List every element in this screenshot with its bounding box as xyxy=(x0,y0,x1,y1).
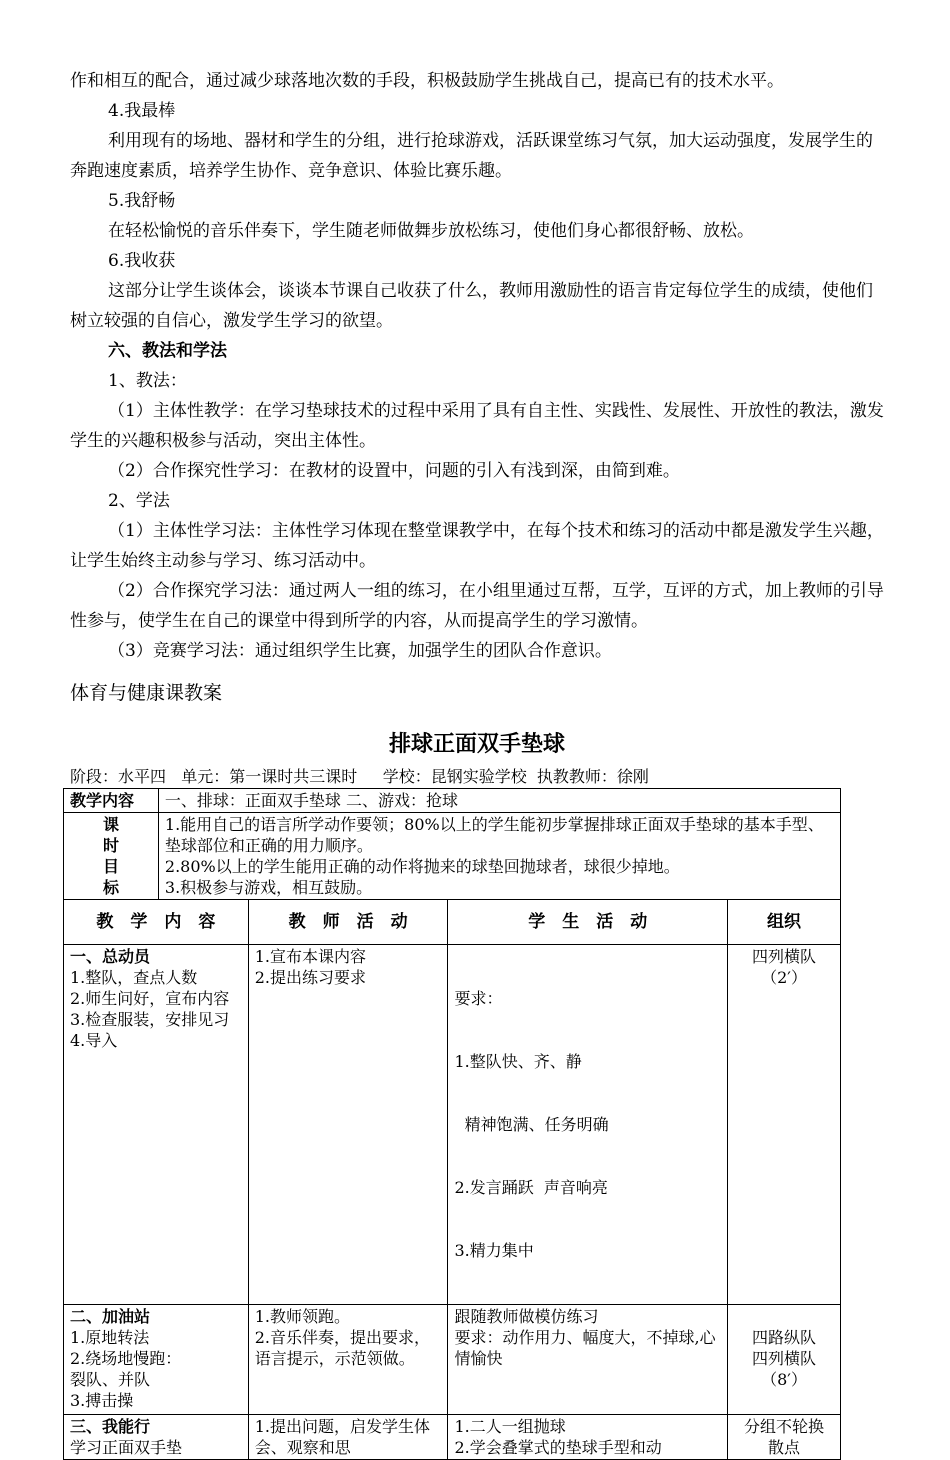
subheading: 5.我舒畅 xyxy=(108,191,176,211)
paragraph: 这部分让学生谈体会，谈谈本节课自己收获了什么，教师用激励性的语言肯定每位学生的成绩，使他们树立较强的自信心，激发学生学习的欲望。 xyxy=(70,281,873,331)
table-row xyxy=(64,1415,841,1460)
objective-item: 2.80%以上的学生能用正确的动作将抛来的球垫回抛球者，球很少掉地。 xyxy=(164,857,680,876)
lesson-plan-table xyxy=(63,788,841,1460)
teacher-cell: 1.宣布本课内容 2.提出练习要求 xyxy=(248,945,448,1305)
subheading: 4.我最棒 xyxy=(108,101,176,121)
paragraph: （2）合作探究性学习：在教材的设置中，问题的引入有浅到深，由简到难。 xyxy=(108,461,680,481)
objective-item: 3.积极参与游戏，相互鼓励。 xyxy=(164,878,373,897)
paragraph: 作和相互的配合，通过减少球落地次数的手段，积极鼓励学生挑战自己，提高已有的技术水平。 xyxy=(70,71,784,91)
column-header: 教 学 内 容 xyxy=(64,900,249,945)
objectives-label: 课 时 目 标 xyxy=(64,813,159,900)
document-title: 体育与健康课教案 xyxy=(70,682,223,704)
student-cell: 跟随教师做模仿练习 要求：动作用力、幅度大，不掉球,心情愉快 xyxy=(448,1305,728,1415)
organization-cell: 四路纵队 四列横队 （8′） xyxy=(728,1305,841,1415)
teacher-cell: 1.教师领跑。 2.音乐伴奏，提出要求，语言提示，示范领做。 xyxy=(248,1305,448,1415)
column-header: 教 师 活 动 xyxy=(248,900,448,945)
content-value: 一、排球：正面双手垫球 二、游戏：抢球 xyxy=(158,789,840,813)
paragraph: （2）合作探究学习法：通过两人一组的练习，在小组里通过互帮，互学，互评的方式，加上教师的引导性参与，使学生在自己的课堂中得到所学的内容，从而提高学生的学习激情。 xyxy=(70,581,884,631)
organization-cell: 四列横队 （2′） xyxy=(728,945,841,1305)
subheading: 1、教法： xyxy=(108,371,187,391)
paragraph: （1）主体性学习法：主体性学习体现在整堂课教学中，在每个技术和练习的活动中都是激发学生兴趣，让学生始终主动参与学习、练习活动中。 xyxy=(70,521,884,571)
table-row xyxy=(64,789,841,813)
organization-cell: 分组不轮换 散点 xyxy=(728,1415,841,1460)
paragraph: （1）主体性教学：在学习垫球技术的过程中采用了具有自主性、实践性、发展性、开放性的教法，激发学生的兴趣积极参与活动，突出主体性。 xyxy=(70,401,884,451)
column-header: 组织 xyxy=(728,900,841,945)
subheading: 2、学法 xyxy=(108,491,170,511)
column-header: 学 生 活 动 xyxy=(448,900,728,945)
document-page xyxy=(70,66,884,1460)
objectives-list xyxy=(158,813,840,900)
table-row xyxy=(64,813,841,900)
lesson-meta: 阶段：水平四 单元：第一课时共三课时 学校：昆钢实验学校 执教教师：徐刚 xyxy=(70,767,649,786)
content-label: 教学内容 xyxy=(64,789,159,813)
student-cell: 要求： 1.整队快、齐、静 精神饱满、任务明确 2.发言踊跃 声音响亮 3.精力集中 xyxy=(448,945,728,1305)
lesson-title: 排球正面双手垫球 xyxy=(388,732,565,757)
content-cell: 三、我能行 学习正面双手垫 xyxy=(64,1415,249,1460)
student-cell: 1.二人一组抛球 2.学会叠掌式的垫球手型和动 xyxy=(448,1415,728,1460)
paragraph: 利用现有的场地、器材和学生的分组，进行抢球游戏，活跃课堂练习气氛，加大运动强度，发展学生的奔跑速度素质，培养学生协作、竞争意识、体验比赛乐趣。 xyxy=(70,131,873,181)
content-cell: 二、加油站 1.原地转法 2.绕场地慢跑： 裂队、并队 3.搏击操 xyxy=(64,1305,249,1415)
paragraph: 在轻松愉悦的音乐伴奏下，学生随老师做舞步放松练习，使他们身心都很舒畅、放松。 xyxy=(108,221,754,241)
subheading: 6.我收获 xyxy=(108,251,176,271)
teacher-cell: 1.提出问题，启发学生体会、观察和思 xyxy=(248,1415,448,1460)
table-row xyxy=(64,945,841,1305)
content-cell: 一、总动员 1.整队，查点人数 2.师生问好，宣布内容 3.检查服装，安排见习 4.导入 xyxy=(64,945,249,1305)
table-header-row xyxy=(64,900,841,945)
paragraph: （3）竞赛学习法：通过组织学生比赛，加强学生的团队合作意识。 xyxy=(108,641,612,661)
section-heading: 六、教法和学法 xyxy=(108,341,227,361)
table-row xyxy=(64,1305,841,1415)
objective-item: 1.能用自己的语言所学动作要领；80%以上的学生能初步掌握排球正面双手垫球的基本手型、垫球部位和正确的用力顺序。 xyxy=(164,815,824,855)
